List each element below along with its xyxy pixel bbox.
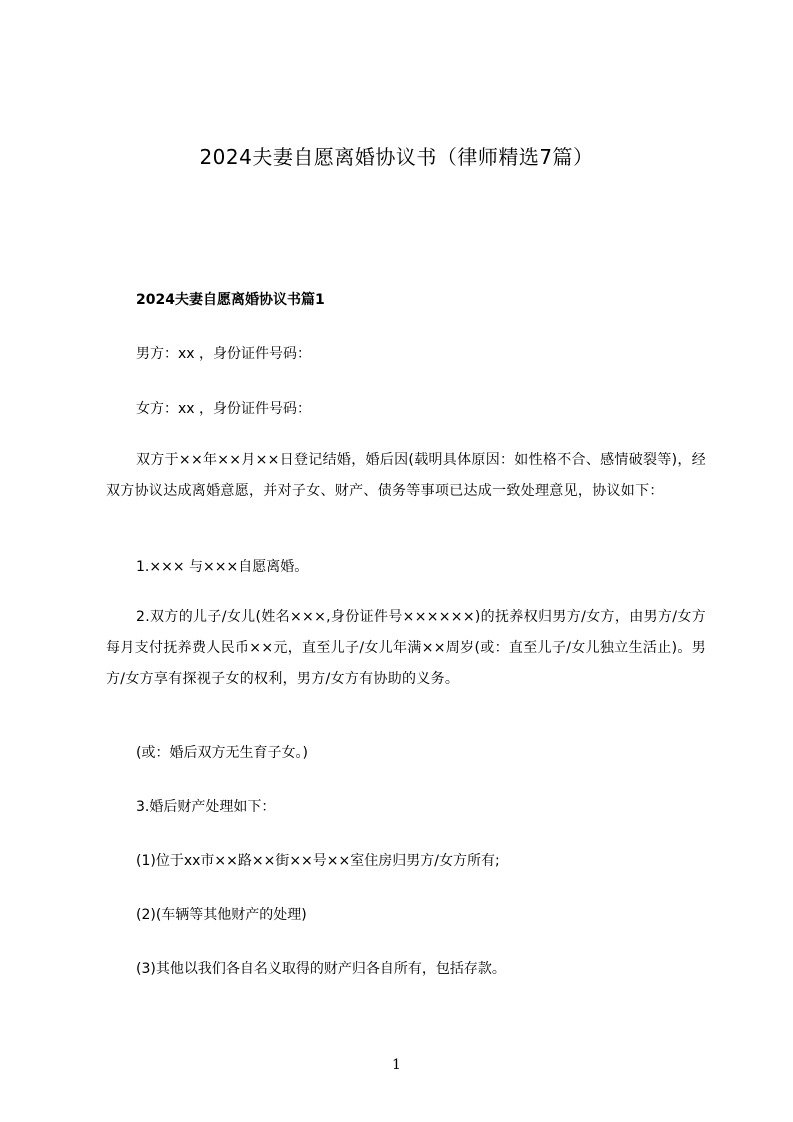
section-heading: 2024夫妻自愿离婚协议书篇1: [136, 292, 325, 308]
clause-3-item-1: (1)位于xx市××路××街××号××室住房归男方/女方所有;: [136, 853, 500, 869]
clause-3-item-3: (3)其他以我们各自名义取得的财产归各自所有，包括存款。: [136, 961, 506, 977]
intro-paragraph: 双方于××年××月××日登记结婚，婚后因(载明具体原因：如性格不合、感情破裂等)，经双方协议达成离婚意愿，并对子女、财产、债务等事项已达成一致处理意见，协议如下：: [106, 452, 706, 499]
document-title: 2024夫妻自愿离婚协议书（律师精选7篇）: [199, 145, 594, 169]
clause-2: 2.双方的儿子/女儿(姓名×××,身份证件号××××××)的抚养权归男方/女方，由男方/女方每月支付抚养费人民币××元，直至儿子/女儿年满××周岁(或：直至儿子/女儿独立生活止)。男方/女方享有探视子女的权利，男方/女方有协助的义务。: [106, 609, 706, 687]
clause-2-alternative: (或：婚后双方无生育子女。): [136, 745, 308, 761]
clause-3: 3.婚后财产处理如下：: [136, 799, 276, 815]
clause-3-item-2: (2)(车辆等其他财产的处理): [136, 907, 307, 923]
female-party-line: 女方：xx ，身份证件号码：: [136, 401, 312, 417]
page-number: 1: [392, 1057, 401, 1073]
clause-1: 1.××× 与×××自愿离婚。: [136, 559, 309, 575]
male-party-line: 男方：xx ，身份证件号码：: [136, 346, 312, 362]
